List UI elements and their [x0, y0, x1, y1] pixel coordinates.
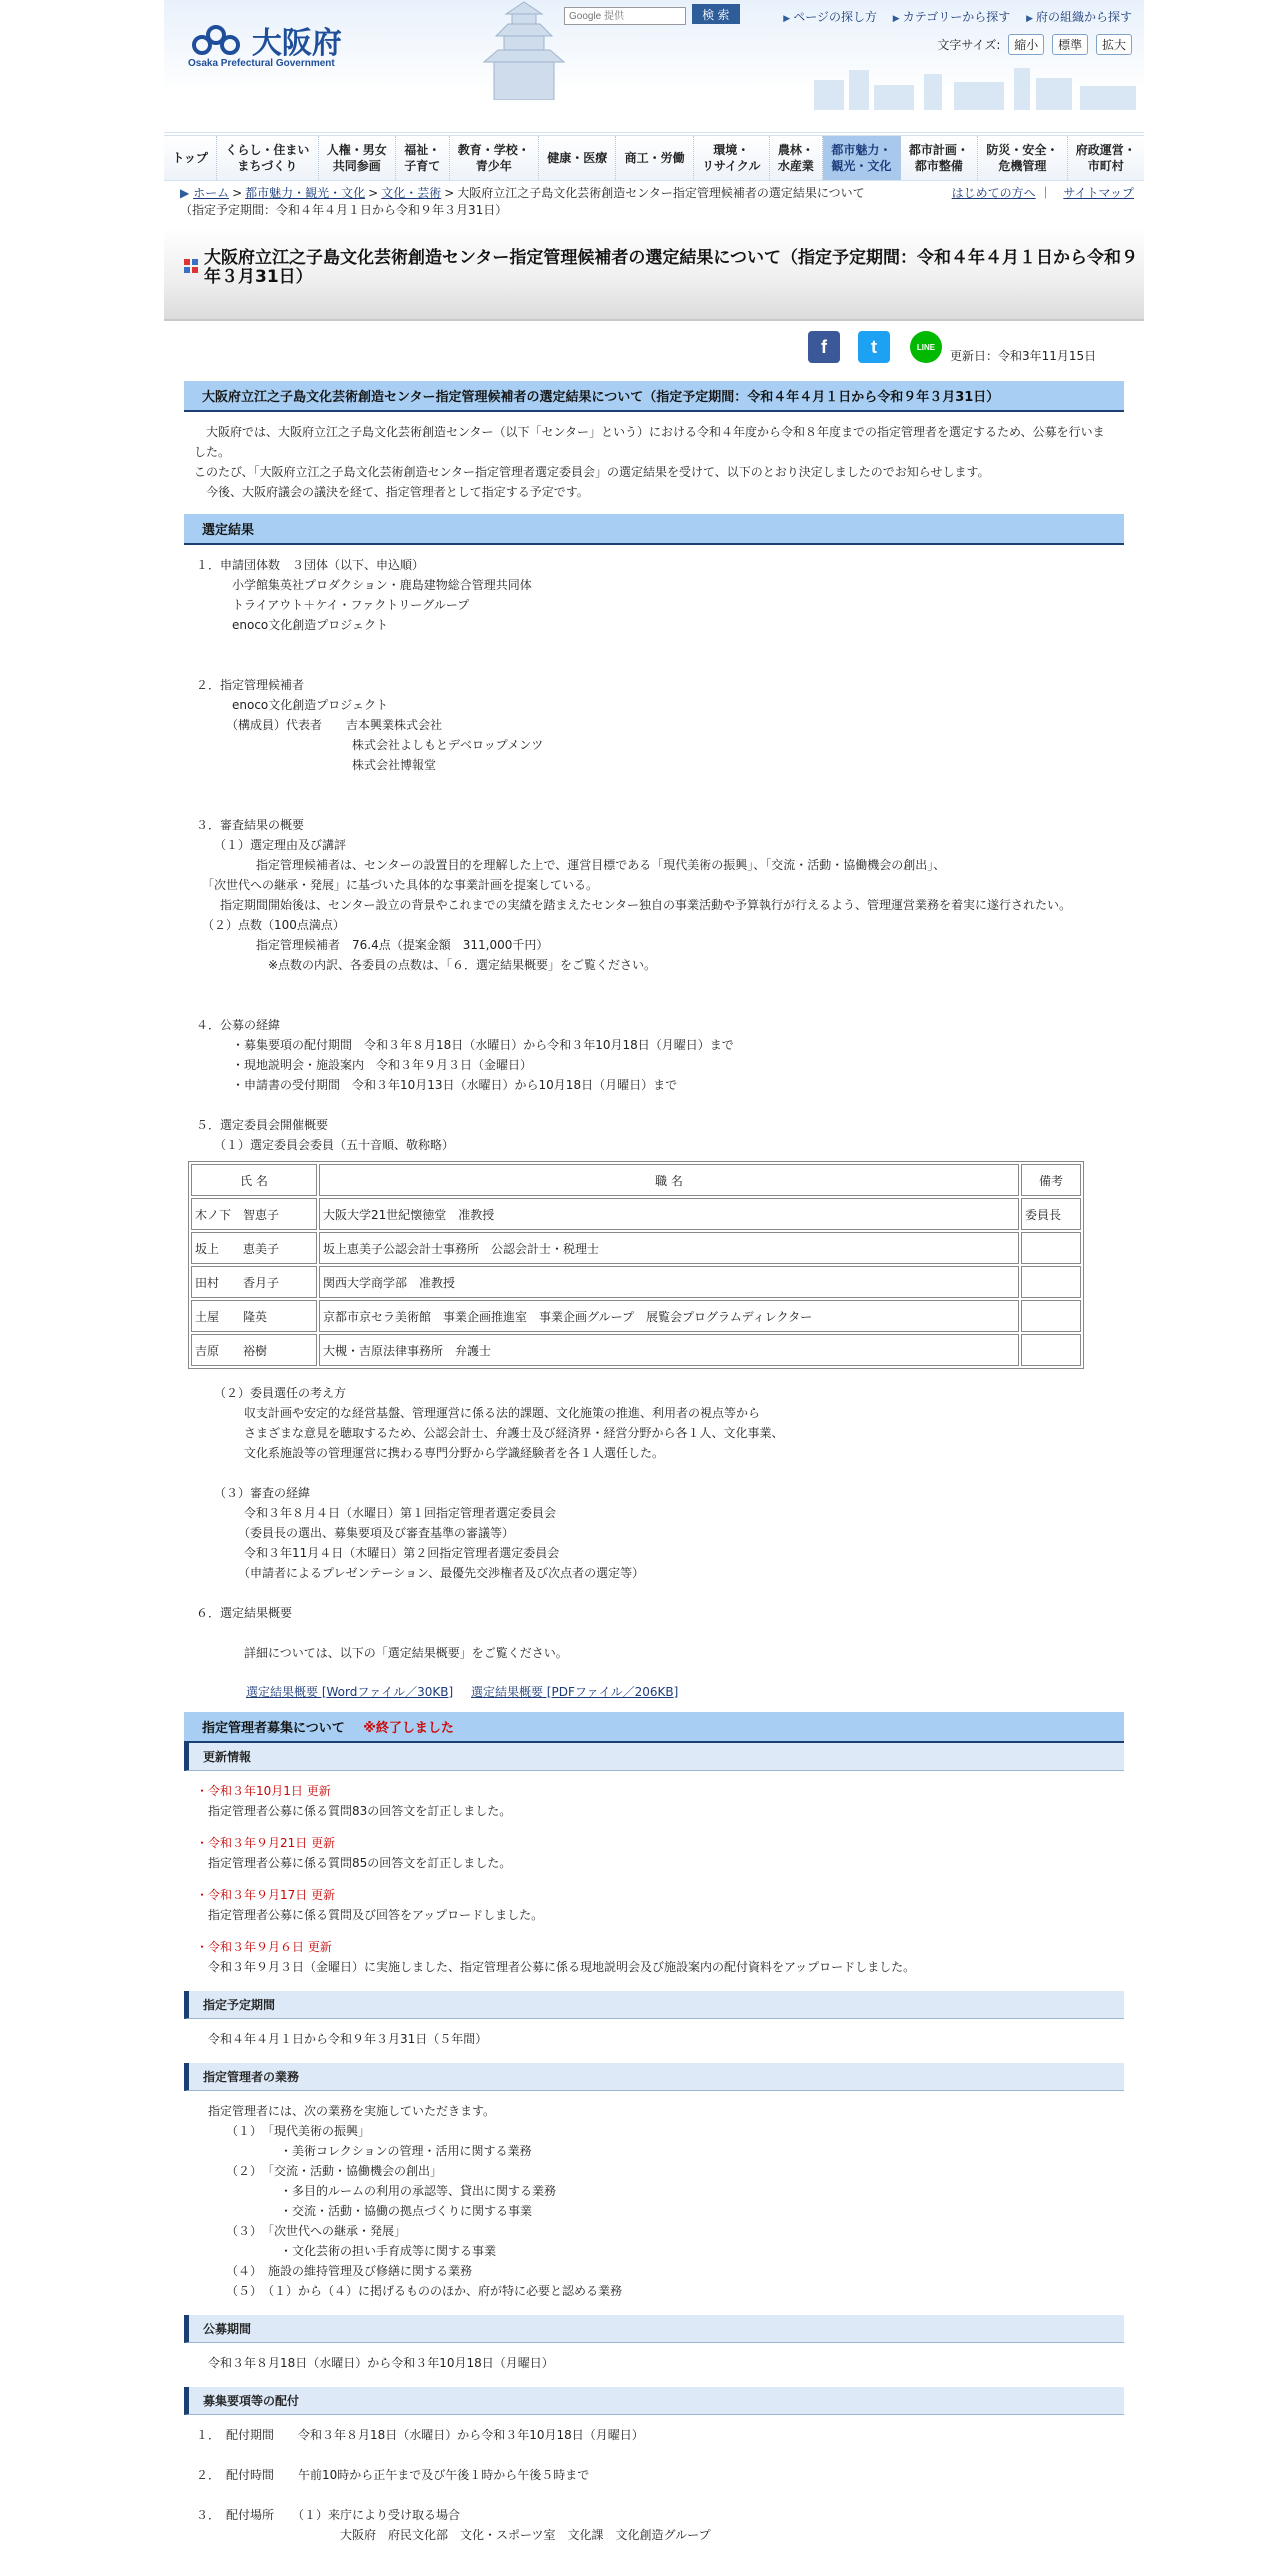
member-name-cell: 吉原 裕樹 [191, 1334, 317, 1366]
result-line: ・募集要項の配付期間 令和３年８月18日（水曜日）から令和３年10月18日（月曜日）まで [196, 1038, 734, 1052]
result-line: （構成員）代表者 吉本興業株式会社 [196, 718, 443, 732]
summary-text: 詳細については、以下の「選定結果概要」をご覧ください。 [196, 1646, 568, 1660]
member-note-cell [1021, 1232, 1081, 1264]
nav-item-5[interactable]: 健康・医療 [539, 136, 616, 180]
recruit-heading-text: 指定管理者募集について [202, 1721, 345, 1736]
nav-item-3[interactable]: 福祉・ 子育て [396, 136, 449, 180]
result-heading: 選定結果 [184, 514, 1124, 545]
breadcrumb-home-icon: ▶ [180, 186, 190, 200]
font-size-control [937, 34, 1132, 55]
link-sitemap[interactable]: サイトマップ [1063, 186, 1134, 200]
nav-item-10[interactable]: 都市計画・ 都市整備 [901, 136, 978, 180]
page-title: 大阪府立江之子島文化芸術創造センター指定管理候補者の選定結果について（指定予定期間：令和４年４月１日から令和９年３月31日） [204, 248, 1138, 287]
intro-paragraph: 今後、大阪府議会の議決を経て、指定管理者として指定する予定です。 [194, 485, 589, 499]
result-line: ※点数の内訳、各委員の点数は、「６．選定結果概要」をご覧ください。 [196, 958, 657, 972]
public-period-text: 令和３年８月18日（水曜日）から令和３年10月18日（月曜日） [196, 2356, 554, 2370]
update-item [196, 1885, 1112, 1925]
recruit-closed-label: ※終了しました [363, 1721, 454, 1736]
spacer [196, 1095, 1112, 1115]
summary-word-link[interactable]: 選定結果概要 [Wordファイル／30KB] [246, 1685, 454, 1699]
facebook-icon: f [821, 336, 827, 357]
duty-line: ・美術コレクションの管理・活用に関する業務 [196, 2144, 532, 2158]
distribution-heading: 募集要項等の配付 [184, 2387, 1124, 2415]
page [164, 0, 1144, 2568]
column-header-note: 備考 [1021, 1164, 1081, 1196]
update-item [196, 1781, 1112, 1821]
spacer [196, 2445, 1112, 2465]
committee-detail-line: （申請者によるプレゼンテーション、最優先交渉権者及び次点者の選定等） [196, 1566, 645, 1580]
result-line: （２）点数（100点満点） [196, 918, 345, 932]
distribution-line: ２． 配付時間 午前10時から正午まで及び午後１時から午後５時まで [196, 2468, 590, 2482]
member-title-cell: 大槻・吉原法律事務所 弁護士 [319, 1334, 1019, 1366]
duty-line: 指定管理者には、次の業務を実施していただきます。 [196, 2104, 496, 2118]
link-first-time[interactable]: はじめての方へ [951, 186, 1036, 200]
spacer [196, 635, 1112, 655]
duty-line: （２） 「交流・活動・協働機会の創出」 [196, 2164, 443, 2178]
nav-item-6[interactable]: 商工・労働 [616, 136, 693, 180]
link-divider: ｜ [1039, 186, 1052, 200]
committee-detail-line: 文化系施設等の管理運営に携わる専門分野から学識経験者を各１人選任した。 [196, 1446, 665, 1460]
committee-detail-line: ６．選定結果概要 [196, 1606, 293, 1620]
line-share-button[interactable] [910, 331, 942, 363]
triangle-right-icon: ▶ [892, 14, 900, 24]
result-line: トライアウト＋ケイ・ファクトリーグループ [196, 598, 470, 612]
spacer [184, 1623, 1124, 1643]
twitter-icon: t [871, 336, 877, 357]
font-size-large-button[interactable]: 拡大 [1096, 34, 1132, 55]
utility-links [771, 8, 1132, 25]
distribution-line: １． 配付期間 令和３年８月18日（水曜日）から令和３年10月18日（月曜日） [196, 2428, 644, 2442]
font-size-small-button[interactable]: 縮小 [1008, 34, 1044, 55]
util-link-label: 府の組織から探す [1035, 10, 1132, 24]
table-row [191, 1232, 1081, 1264]
member-name-cell: 田村 香月子 [191, 1266, 317, 1298]
table-row [191, 1334, 1081, 1366]
member-name-cell: 土屋 隆英 [191, 1300, 317, 1332]
result-line: 指定期間開始後は、センター設立の背景やこれまでの実績を踏まえたセンター独自の事業活動や予算執行が行えるよう、管理運営業務を着実に遂行されたい。 [196, 898, 1072, 912]
public-period-heading: 公募期間 [184, 2315, 1124, 2343]
nav-item-7[interactable]: 環境・ リサイクル [694, 136, 770, 180]
summary-pdf-link[interactable]: 選定結果概要 [PDFファイル／206KB] [470, 1685, 679, 1699]
result-line: ２．指定管理候補者 [196, 678, 305, 692]
line-icon: LINE [916, 342, 936, 352]
breadcrumb-culture-arts[interactable]: 文化・芸術 [381, 186, 442, 200]
duty-line: ・文化芸術の担い手育成等に関する事業 [196, 2244, 497, 2258]
duty-line: （４） 施設の維持管理及び修繕に関する業務 [196, 2264, 473, 2278]
nav-item-8[interactable]: 農林・ 水産業 [770, 136, 823, 180]
committee-detail-line: （２）委員選任の考え方 [196, 1386, 347, 1400]
nav-item-1[interactable]: くらし・住まい まちづくり [217, 136, 318, 180]
breadcrumb-current-cont: （指定予定期間：令和４年４月１日から令和９年３月31日） [180, 203, 508, 217]
committee-detail-line: さまざまな意見を聴取するため、公認会計士、弁護士及び経済界・経営分野から各１人、文化事業、 [196, 1426, 784, 1440]
member-name-cell: 木ノ下 智恵子 [191, 1198, 317, 1230]
spacer [196, 975, 1112, 995]
member-note-cell [1021, 1300, 1081, 1332]
result-line: 株式会社よしもとデベロップメンツ [196, 738, 544, 752]
updated-date: 更新日：令和3年11月15日 [950, 349, 1097, 363]
result-line: １．申請団体数 ３団体（以下、申込順） [196, 558, 425, 572]
font-size-normal-button[interactable]: 標準 [1052, 34, 1088, 55]
nav-item-0[interactable]: トップ [164, 136, 217, 180]
site-header [164, 0, 1144, 133]
intro-paragraph: 大阪府では、大阪府立江之子島文化芸術創造センター（以下「センター」という）における令和４年度から令和８年度までの指定管理者を選定するため、公募を行いました。 [194, 425, 1105, 459]
duty-line: ・交流・活動・協働の拠点づくりに関する事業 [196, 2204, 533, 2218]
result-line: 指定管理候補者 76.4点（提案金額 311,000千円） [196, 938, 549, 952]
util-link-category[interactable] [893, 10, 1010, 24]
update-item [196, 1937, 1112, 1977]
duty-line: ・多目的ルームの利用の承認等、貸出に関する業務 [196, 2184, 557, 2198]
member-note-cell [1021, 1266, 1081, 1298]
result-line: enoco文化創造プロジェクト [196, 618, 389, 632]
result-line: 小学館集英社プロダクション・鹿島建物総合管理共同体 [196, 578, 532, 592]
result-line: （１）選定理由及び講評 [196, 838, 347, 852]
member-title-cell: 坂上恵美子公認会計士事務所 公認会計士・税理士 [319, 1232, 1019, 1264]
breadcrumb-home[interactable]: ホーム [193, 186, 230, 200]
result-line: enoco文化創造プロジェクト [196, 698, 389, 712]
site-logo[interactable] [188, 18, 342, 62]
distribution-text [184, 2425, 1124, 2545]
committee-detail-line: （３）審査の経緯 [196, 1486, 311, 1500]
update-date: ・令和３年９月６日 更新 [196, 1940, 332, 1954]
result-line: ３．審査結果の概要 [196, 818, 305, 832]
result-line: ・申請書の受付期間 令和３年10月13日（水曜日）から10月18日（月曜日）まで [196, 1078, 678, 1092]
breadcrumb-current: 大阪府立江之子島文化芸術創造センター指定管理候補者の選定結果について [457, 186, 865, 200]
period-text: 令和４年４月１日から令和９年３月31日（５年間） [196, 2032, 488, 2046]
spacer [196, 655, 1112, 675]
duty-line: （３） 「次世代への継承・発展」 [196, 2224, 407, 2238]
title-squares-icon [184, 259, 198, 273]
member-note-cell: 委員長 [1021, 1198, 1081, 1230]
result-line: ５．選定委員会開催概要 [196, 1118, 329, 1132]
util-link-organization[interactable] [1026, 10, 1132, 24]
committee-members-table [188, 1161, 1084, 1369]
util-link-label: カテゴリーから探す [902, 10, 1011, 24]
twitter-share-button[interactable] [858, 331, 890, 363]
result-line: ・現地説明会・施設案内 令和３年９月３日（金曜日） [196, 1058, 533, 1072]
member-note-cell [1021, 1334, 1081, 1366]
recruit-heading [184, 1712, 1124, 1743]
committee-detail-line: 令和３年11月４日（木曜日）第２回指定管理者選定委員会 [196, 1546, 560, 1560]
distribution-line: ３． 配付場所 （１）来庁により受け取る場合 [196, 2508, 461, 2522]
title-band [164, 227, 1144, 321]
spacer [196, 1583, 1112, 1603]
result-line: 株式会社博報堂 [196, 758, 437, 772]
update-date: ・令和３年10月1日 更新 [196, 1784, 331, 1798]
table-row [191, 1266, 1081, 1298]
update-item [196, 1833, 1112, 1873]
search-button[interactable]: 検 索 [692, 4, 740, 24]
update-text: 指定管理者公募に係る質問83の回答文を訂正しました。 [196, 1804, 512, 1818]
spacer [196, 995, 1112, 1015]
share-row [164, 321, 1144, 381]
nav-item-12[interactable]: 府政運営・ 市町村 [1075, 143, 1136, 173]
spacer [196, 1463, 1112, 1483]
util-link-label: ページの探し方 [793, 10, 877, 24]
update-text: 指定管理者公募に係る質問及び回答をアップロードしました。 [196, 1908, 544, 1922]
sub-links [944, 185, 1134, 202]
city-skyline-illustration [804, 60, 1144, 110]
breadcrumb-separator: > [368, 186, 379, 200]
result-line: 「次世代への継承・発展」に基づいた具体的な事業計画を提案している。 [196, 878, 599, 892]
nav-item-4[interactable]: 教育・学校・ 青少年 [450, 136, 539, 180]
committee-detail-line: （委員長の選出、募集要項及び審査基準の審議等） [196, 1526, 515, 1540]
update-text: 指定管理者公募に係る質問85の回答文を訂正しました。 [196, 1856, 512, 1870]
member-title-cell: 関西大学商学部 准教授 [319, 1266, 1019, 1298]
triangle-right-icon: ▶ [783, 14, 791, 24]
result-line: ４．公募の経緯 [196, 1018, 281, 1032]
summary-links [184, 1683, 1124, 1700]
duties-heading: 指定管理者の業務 [184, 2063, 1124, 2091]
committee-detail-line: 収支計画や安定的な経営基盤、管理運営に係る法的課題、文化施策の推進、利用者の視点等から [196, 1406, 761, 1420]
font-size-label: 文字サイズ: [937, 38, 1001, 52]
spacer [196, 2485, 1112, 2505]
spacer [196, 775, 1112, 795]
column-header-name: 氏 名 [191, 1164, 317, 1196]
spacer [184, 1663, 1124, 1683]
nav-item-11[interactable]: 防災・安全・ 危機管理 [978, 136, 1067, 180]
intro-paragraph: このたび、「大阪府立江之子島文化芸術創造センター指定管理者選定委員会」の選定結果を受けて、以下のとおり決定しましたのでお知らせします。 [194, 465, 990, 479]
breadcrumb-tourism-culture[interactable]: 都市魅力・観光・文化 [245, 186, 366, 200]
nav-item-2[interactable]: 人権・男女 共同参画 [319, 136, 396, 180]
table-row [191, 1300, 1081, 1332]
util-link-how-to-find[interactable] [783, 10, 877, 24]
logo-english-name: Osaka Prefectural Government [188, 58, 335, 69]
duty-line: （１） 「現代美術の振興」 [196, 2124, 371, 2138]
update-date: ・令和３年９月17日 更新 [196, 1888, 336, 1902]
main-content [164, 381, 1144, 2545]
update-text: 令和３年９月３日（金曜日）に実施しました、指定管理者公募に係る現地説明会及び施設案内の配付資料をアップロードしました。 [196, 1960, 916, 1974]
facebook-share-button[interactable] [808, 331, 840, 363]
result-line: 指定管理候補者は、センターの設置目的を理解した上で、運営目標である「現代美術の振興」、「交流・活動・協働機会の創出」、 [196, 858, 946, 872]
site-search [564, 4, 740, 25]
breadcrumb-separator: > [232, 186, 243, 200]
spacer [196, 795, 1112, 815]
duty-line: （５） （１）から（４）に掲げるもののほか、府が特に必要と認める業務 [196, 2284, 623, 2298]
update-heading: 更新情報 [184, 1743, 1124, 1771]
breadcrumb-area [164, 181, 1144, 227]
update-list [184, 1781, 1124, 1977]
distribution-line: 大阪府 府民文化部 文化・スポーツ室 文化課 文化創造グループ [196, 2528, 711, 2542]
intro-text [184, 422, 1124, 514]
intro-heading: 大阪府立江之子島文化芸術創造センター指定管理候補者の選定結果について（指定予定期間：令和４年４月１日から令和９年３月31日） [184, 381, 1124, 412]
osaka-logo-icon [188, 21, 244, 59]
nav-item-9[interactable]: 都市魅力・ 観光・文化 [823, 136, 900, 180]
update-date: ・令和３年９月21日 更新 [196, 1836, 336, 1850]
logo-name: 大阪府 [251, 26, 342, 61]
search-input[interactable] [564, 7, 686, 25]
result-line: （１）選定委員会委員（五十音順、敬称略） [196, 1138, 455, 1152]
table-row [191, 1198, 1081, 1230]
spacer [184, 1700, 1124, 1712]
global-nav [164, 135, 1144, 181]
period-heading: 指定予定期間 [184, 1991, 1124, 2019]
table-header-row [191, 1164, 1081, 1196]
duties-text [184, 2101, 1124, 2301]
committee-detail-line: 令和３年８月４日（水曜日）第１回指定管理者選定委員会 [196, 1506, 557, 1520]
breadcrumb-separator: > [444, 186, 455, 200]
column-header-title: 職 名 [319, 1164, 1019, 1196]
result-text [184, 555, 1124, 1155]
member-title-cell: 大阪大学21世紀懐徳堂 准教授 [319, 1198, 1019, 1230]
member-name-cell: 坂上 恵美子 [191, 1232, 317, 1264]
member-title-cell: 京都市京セラ美術館 事業企画推進室 事業企画グループ 展覧会プログラムディレクター [319, 1300, 1019, 1332]
committee-details-text [184, 1383, 1124, 1623]
triangle-right-icon: ▶ [1026, 14, 1033, 24]
